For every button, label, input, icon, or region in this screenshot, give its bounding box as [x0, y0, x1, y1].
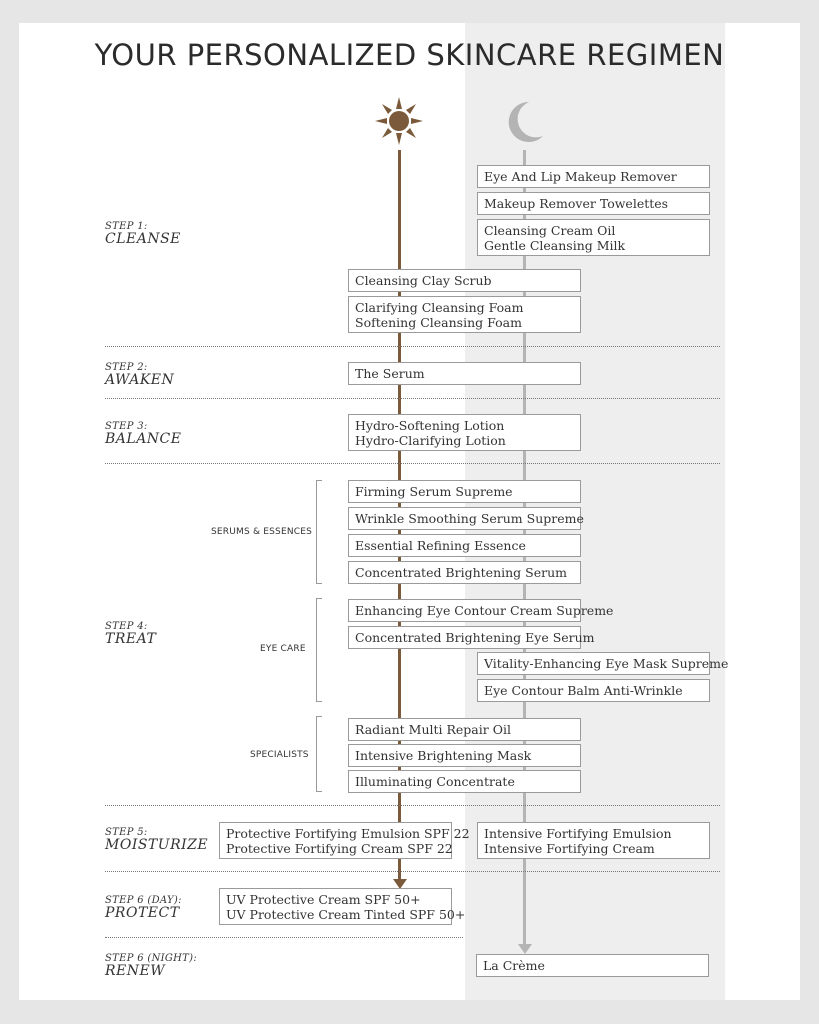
divider	[105, 346, 720, 347]
product-box[interactable]	[477, 165, 710, 188]
product-name: Hydro-Clarifying Lotion	[355, 432, 506, 448]
step-3-label	[105, 421, 182, 446]
step-name: BALANCE	[105, 431, 182, 447]
product-name: Enhancing Eye Contour Cream Supreme	[355, 603, 614, 618]
group-label-serums: SERUMS & ESSENCES	[211, 527, 313, 537]
serums-bracket	[316, 480, 322, 584]
sun-icon	[375, 97, 423, 145]
product-name: Vitality-Enhancing Eye Mask Supreme	[484, 656, 729, 671]
product-name: Illuminating Concentrate	[355, 774, 515, 789]
product-box[interactable]	[477, 679, 710, 702]
product-box[interactable]	[477, 192, 710, 215]
product-name: Cleansing Clay Scrub	[355, 273, 492, 288]
product-box[interactable]	[476, 954, 709, 977]
product-name: Firming Serum Supreme	[355, 484, 513, 499]
step-name: CLEANSE	[105, 231, 181, 247]
step-6-day-label	[105, 895, 182, 920]
step-number: STEP 6 (NIGHT):	[105, 953, 198, 964]
product-name: Cleansing Cream Oil	[484, 222, 616, 238]
product-name: UV Protective Cream SPF 50+	[226, 891, 421, 907]
product-box[interactable]	[348, 626, 595, 649]
product-name: The Serum	[355, 366, 425, 381]
product-name: Gentle Cleansing Milk	[484, 237, 626, 253]
moon-icon	[505, 100, 545, 144]
step-number: STEP 6 (DAY):	[105, 895, 182, 906]
step-4-label	[105, 621, 156, 646]
product-box[interactable]	[348, 507, 584, 530]
product-name: Wrinkle Smoothing Serum Supreme	[355, 511, 584, 526]
product-box[interactable]	[348, 414, 581, 451]
product-name: Softening Cleansing Foam	[355, 314, 522, 330]
divider	[105, 871, 720, 872]
product-name: Protective Fortifying Emulsion SPF 22	[226, 825, 470, 841]
product-box[interactable]	[219, 822, 470, 859]
product-box[interactable]	[348, 770, 581, 793]
eye-care-bracket	[316, 598, 322, 702]
step-number: STEP 5:	[105, 827, 148, 838]
step-number: STEP 1:	[105, 221, 148, 232]
product-box[interactable]	[348, 599, 614, 622]
product-name: Clarifying Cleansing Foam	[355, 299, 524, 315]
product-name: Intensive Brightening Mask	[355, 748, 532, 763]
product-name: Hydro-Softening Lotion	[355, 417, 505, 433]
step-name: MOISTURIZE	[105, 837, 209, 853]
product-name: Makeup Remover Towelettes	[484, 196, 669, 211]
product-name: Concentrated Brightening Serum	[355, 565, 567, 580]
step-1-label	[105, 221, 181, 246]
product-box[interactable]	[477, 822, 710, 859]
product-box[interactable]	[219, 888, 466, 925]
step-name: AWAKEN	[105, 372, 175, 388]
product-box[interactable]	[348, 362, 581, 385]
divider	[105, 937, 463, 938]
product-name: La Crème	[483, 958, 545, 973]
divider	[105, 805, 720, 806]
step-2-label	[105, 362, 174, 387]
product-box[interactable]	[477, 219, 710, 256]
group-label-specialists: SPECIALISTS	[250, 750, 309, 760]
specialists-bracket	[316, 716, 322, 792]
product-box[interactable]	[348, 534, 581, 557]
step-5-label	[105, 827, 208, 852]
page-title: YOUR PERSONALIZED SKINCARE REGIMEN	[94, 38, 725, 72]
product-box[interactable]	[348, 718, 581, 741]
product-name: Concentrated Brightening Eye Serum	[355, 630, 595, 645]
group-label-eye-care: EYE CARE	[260, 644, 306, 654]
step-6-night-label	[105, 953, 197, 978]
product-name: Radiant Multi Repair Oil	[355, 722, 511, 737]
product-box[interactable]	[348, 296, 581, 333]
product-box[interactable]	[477, 652, 729, 675]
night-arrow-icon	[518, 944, 532, 954]
product-box[interactable]	[348, 269, 581, 292]
product-box[interactable]	[348, 561, 581, 584]
product-name: Essential Refining Essence	[355, 538, 526, 553]
product-name: Intensive Fortifying Emulsion	[484, 825, 672, 841]
step-name: RENEW	[105, 963, 166, 979]
product-box[interactable]	[348, 744, 581, 767]
divider	[105, 463, 720, 464]
product-name: Intensive Fortifying Cream	[484, 840, 655, 856]
product-box[interactable]	[348, 480, 581, 503]
divider	[105, 398, 720, 399]
product-name: Protective Fortifying Cream SPF 22	[226, 840, 453, 856]
step-name: TREAT	[105, 631, 157, 647]
step-number: STEP 3:	[105, 421, 148, 432]
step-number: STEP 2:	[105, 362, 148, 373]
product-name: Eye And Lip Makeup Remover	[484, 169, 677, 184]
step-number: STEP 4:	[105, 621, 148, 632]
product-name: UV Protective Cream Tinted SPF 50+	[226, 906, 466, 922]
step-name: PROTECT	[105, 905, 180, 921]
product-name: Eye Contour Balm Anti-Wrinkle	[484, 683, 683, 698]
